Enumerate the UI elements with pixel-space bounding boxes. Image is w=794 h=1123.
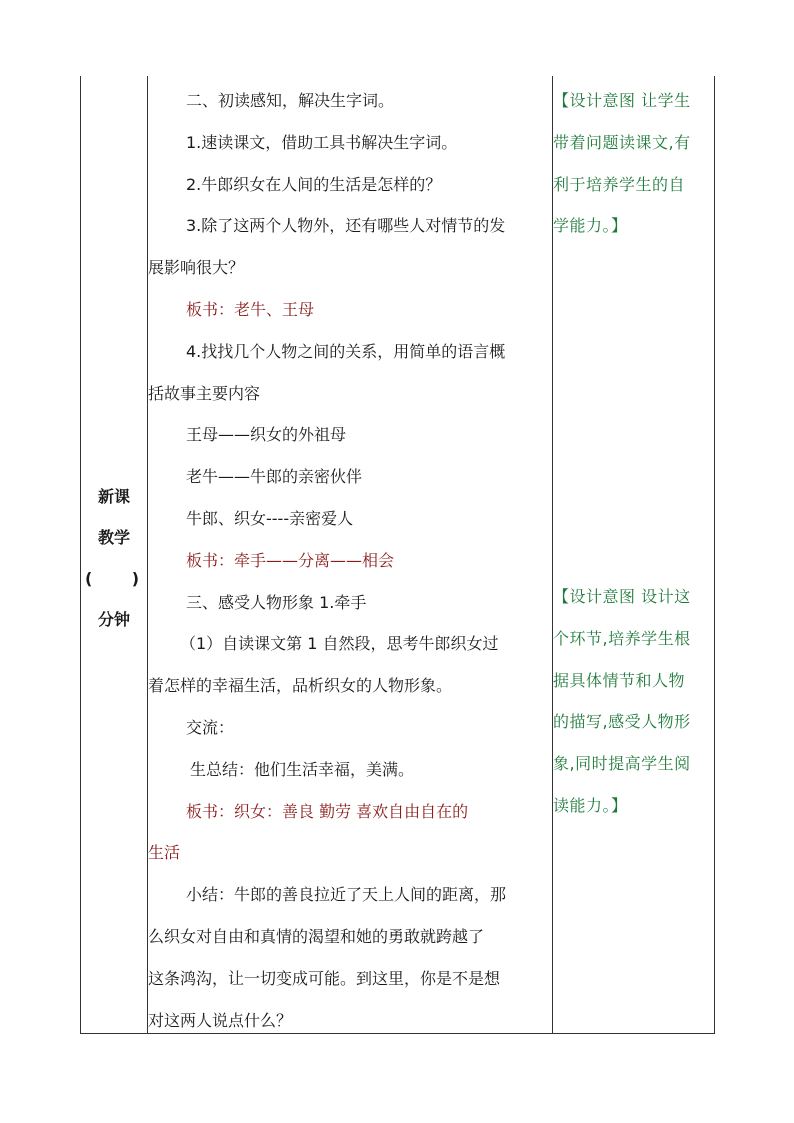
content-line: 二、初读感知，解决生字词。 — [186, 91, 395, 110]
design-note-line: 【设计意图 让学生 — [553, 91, 691, 110]
section-label-line: 分钟 — [97, 610, 130, 629]
content-line: 生总结：他们生活幸福，美满。 — [190, 759, 415, 779]
board-note: 板书：老牛、王母 — [186, 299, 315, 319]
board-note: 板书：织女：善良 勤劳 喜欢自由自在的 — [186, 801, 469, 821]
design-note-line: 利于培养学生的自 — [553, 174, 686, 194]
content-line: （1）自读课文第 1 自然段，思考牛郎织女过 — [180, 634, 499, 654]
content-line: 交流： — [186, 717, 235, 737]
design-note-line: 读能力。】 — [553, 795, 628, 815]
content-line: 4.找找几个人物之间的关系，用简单的语言概 — [186, 341, 506, 361]
content-line: 2.牛郎织女在人间的生活是怎样的？ — [186, 174, 442, 194]
lesson-content-cell — [148, 80, 552, 1041]
content-line: 对这两人说点什么？ — [148, 1010, 293, 1030]
board-note: 板书：牵手——分离——相会 — [186, 550, 395, 570]
design-note-line: 带着问题读课文,有 — [553, 132, 691, 152]
section-label-cell — [81, 476, 147, 640]
duration-parens: ( ) — [85, 569, 139, 588]
content-line: 着怎样的幸福生活，品析织女的人物形象。 — [148, 676, 453, 696]
content-line: 三、感受人物形象 1.牵手 — [186, 592, 367, 612]
content-line: 么织女对自由和真情的渴望和她的勇敢就跨越了 — [148, 926, 485, 946]
board-note: 生活 — [148, 843, 181, 863]
design-note-line: 的描写,感受人物形 — [553, 712, 691, 732]
design-note-line: 学能力。】 — [553, 216, 628, 236]
content-line: 3.除了这两个人物外，还有哪些人对情节的发 — [186, 216, 506, 236]
design-note-line: 据具体情节和人物 — [553, 670, 686, 690]
content-line: 这条鸿沟，让一切变成可能。到这里，你是不是想 — [148, 968, 501, 988]
design-intent-note-1 — [553, 80, 715, 247]
design-intent-note-2 — [553, 576, 715, 827]
content-line: 老牛——牛郎的亲密伙伴 — [186, 467, 363, 487]
content-line: 括故事主要内容 — [148, 383, 261, 403]
design-note-line: 个环节,培养学生根 — [553, 628, 691, 648]
design-note-line: 象,同时提高学生阅 — [553, 754, 691, 774]
content-line: 展影响很大？ — [148, 258, 245, 278]
section-label-line: 教学 — [97, 528, 130, 547]
content-line: 牛郎、织女----亲密爱人 — [186, 508, 354, 528]
content-line: 1.速读课文，借助工具书解决生字词。 — [186, 132, 458, 152]
design-note-line: 【设计意图 设计这 — [553, 587, 691, 606]
section-label-line: 新课 — [97, 487, 130, 506]
content-line: 小结：牛郎的善良拉近了天上人间的距离，那 — [186, 885, 507, 905]
content-line: 王母——织女的外祖母 — [186, 425, 347, 445]
